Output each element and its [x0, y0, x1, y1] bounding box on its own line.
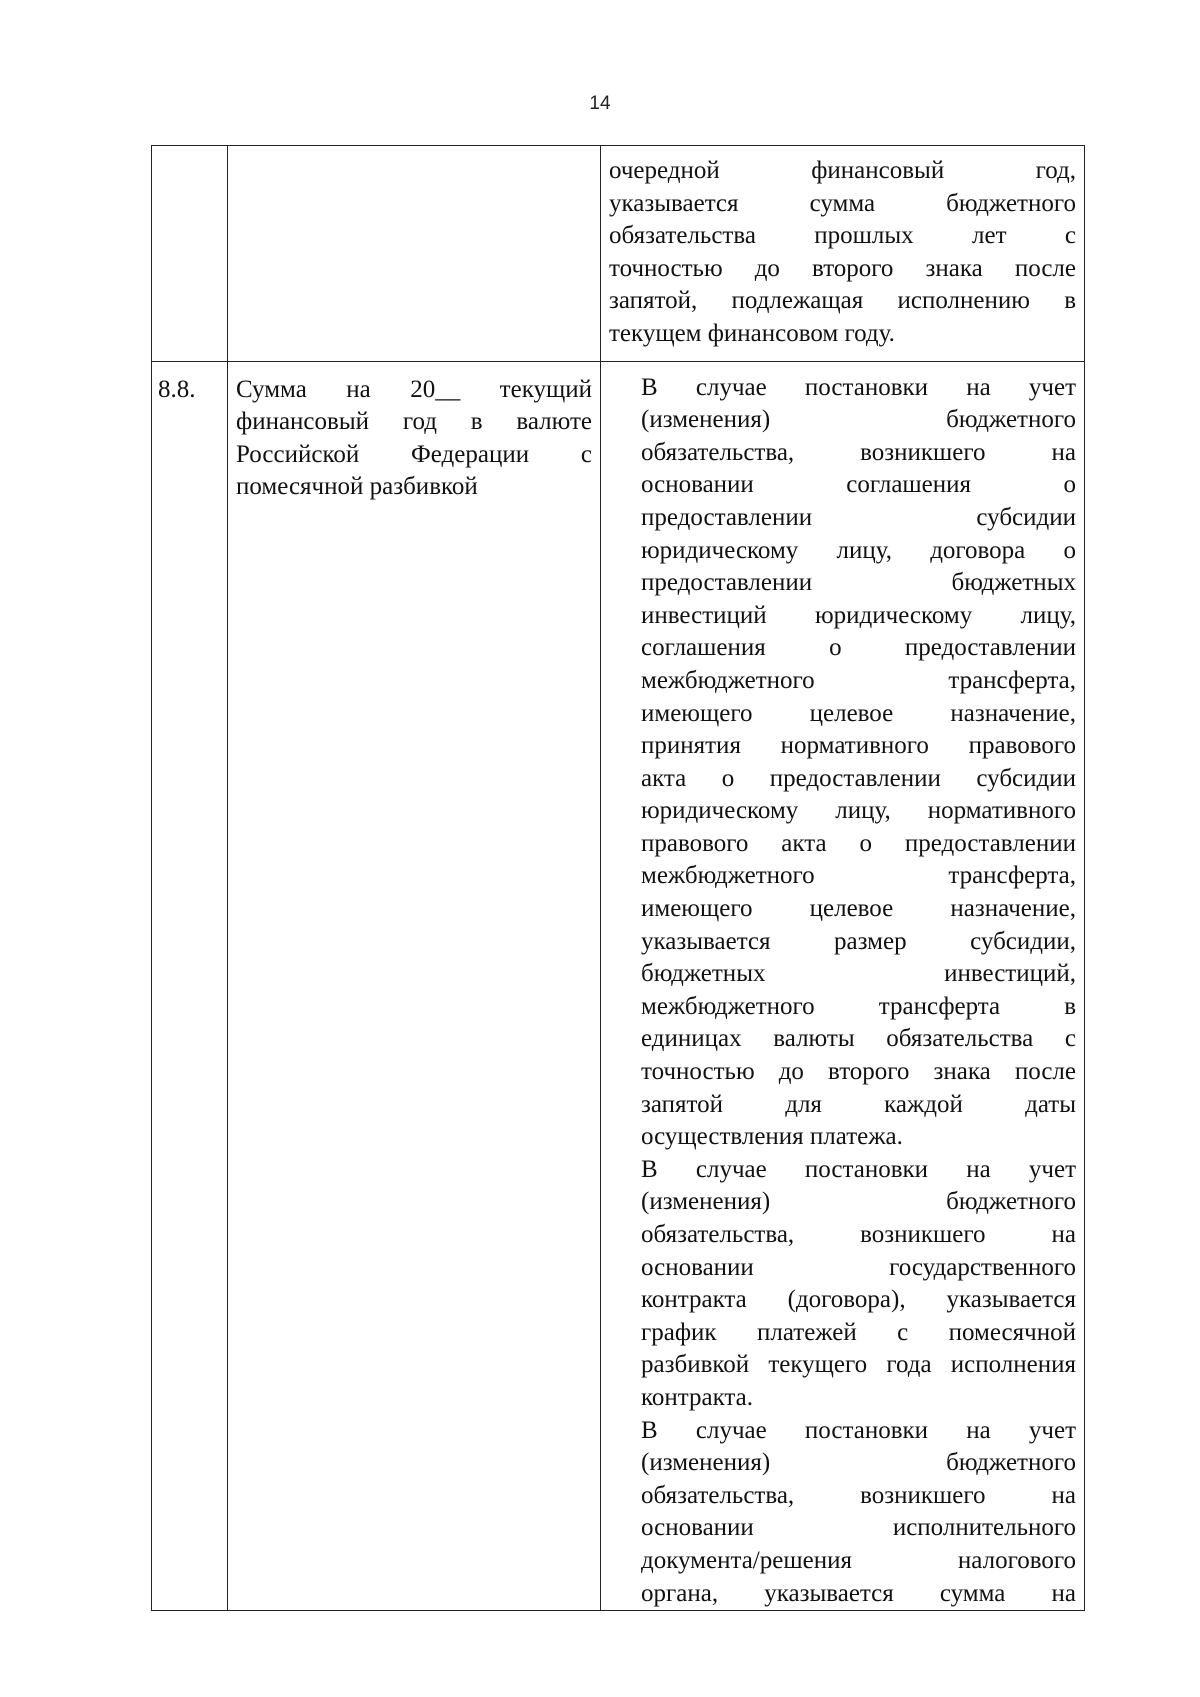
cell-name	[228, 146, 601, 362]
description-paragraph-3: В случае постановки на учет (изменения) бюджетного обязательства, возникшего на основании исполнительного документа/решения налогового органа, указывается сумма на	[641, 1416, 1076, 1607]
cell-number: 8.8.	[152, 361, 228, 1611]
table-row-8-8	[152, 361, 1085, 1611]
item-name: Сумма на 20__ текущий финансовый год в валюте Российской Федерации с помесячной разбивкой	[236, 375, 592, 501]
description-paragraph-2: В случае постановки на учет (изменения) бюджетного обязательства, возникшего на основании государственного контракта (договора), указывается график платежей с помесячной разбивкой текущего года исполнения контракта.	[641, 1155, 1076, 1411]
cell-description	[601, 361, 1085, 1611]
cell-name	[228, 361, 601, 1611]
requisites-table	[151, 145, 1085, 1611]
table-row-continuation	[152, 146, 1085, 362]
description-paragraph: очередной финансовый год, указывается сумма бюджетного обязательства прошлых лет с точностью до второго знака после запятой, подлежащая исполнению в текущем финансовом году.	[609, 157, 1076, 347]
description-paragraph-1: В случае постановки на учет (изменения) бюджетного обязательства, возникшего на основании соглашения о предоставлении субсидии юридическому лицу, договора о предоставлении бюджетных инвестиций юридическому лицу, соглашения о предоставлении межбюджетного трансферта, имеющего целевое назначение, принятия нормативного правового акта о предоставлении субсидии юридическому лицу, нормативного правового акта о предоставлении межбюджетного трансферта, имеющего целевое назначение, указывается размер субсидии, бюджетных инвестиций, межбюджетного трансферта в единицах валюты обязательства с точностью до второго знака после запятой для каждой даты осуществления платежа.	[641, 373, 1076, 1151]
page-number: 14	[589, 93, 611, 114]
cell-description	[601, 146, 1085, 362]
cell-number	[152, 146, 228, 362]
